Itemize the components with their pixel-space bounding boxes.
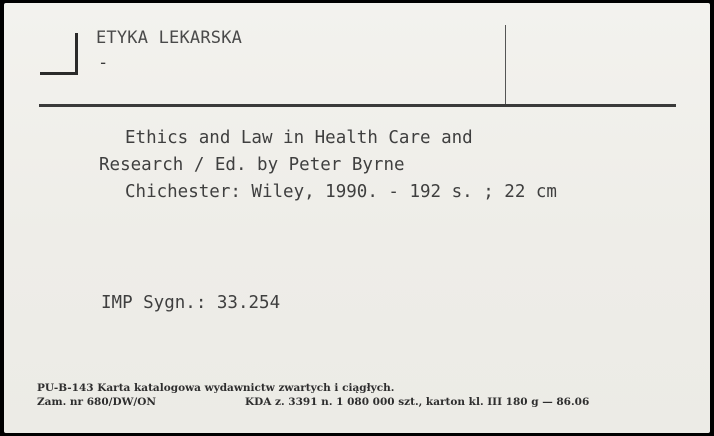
title-line-2: Research / Ed. by Peter Byrne xyxy=(99,155,405,175)
call-number: IMP Sygn.: 33.254 xyxy=(101,293,281,313)
footer-form-title: PU-B-143 Karta katalogowa wydawnictw zwartych i ciągłych. xyxy=(37,382,395,394)
subject-bracket-horizontal xyxy=(40,72,78,75)
footer-order-number: Zam. nr 680/DW/ON xyxy=(37,396,156,408)
imprint-line: Chichester: Wiley, 1990. - 192 s. ; 22 cm xyxy=(125,182,557,202)
subject-continuation: - xyxy=(98,53,109,73)
footer-print-info: KDA z. 3391 n. 1 080 000 szt., karton kl. III 180 g — 86.06 xyxy=(245,396,590,408)
header-vertical-rule xyxy=(505,25,506,105)
title-line-1: Ethics and Law in Health Care and xyxy=(125,128,473,148)
subject-heading: ETYKA LEKARSKA xyxy=(96,28,243,48)
catalog-card xyxy=(4,3,710,433)
header-rule xyxy=(39,104,676,107)
subject-bracket-vertical xyxy=(75,33,78,75)
